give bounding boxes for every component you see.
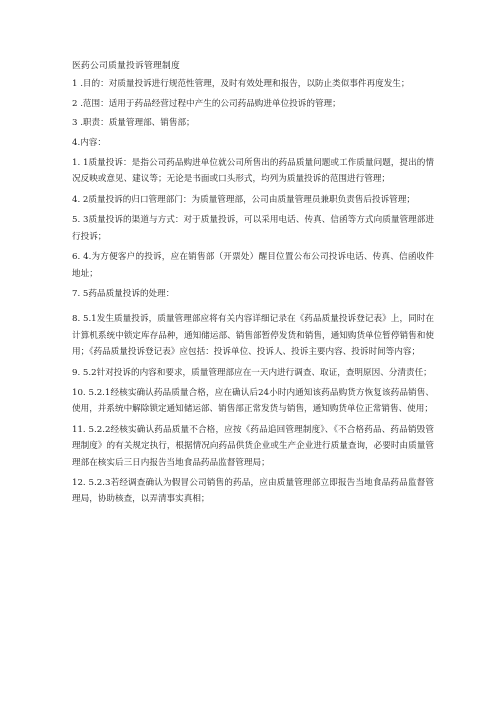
paragraph-4-5: 7. 5药品质量投诉的处理： [72,289,175,300]
paragraph-4-1: 1. 1质量投诉：是指公司药品购进单位就公司所售出的药品质量问题或工作质量问题，提出的情况反映或意见、建议等；无论是书面或口头形式，均列为质量投诉的范围进行管理； [72,157,434,185]
document-page [72,58,434,512]
paragraph-scope: 2 .范围：适用于药品经营过程中产生的公司药品购进单位投诉的管理； [72,98,341,109]
paragraph-4-4: 6. 4.为方便客户的投诉，应在销售部（开票处）醒目位置公布公司投诉电话、传真、信函收件地址； [72,252,434,279]
paragraph-5-2-1: 10. 5.2.1经核实确认药品质量合格，应在确认后24小时内通知该药品购货方恢复该药品销售、使用，并系统中解除锁定通知储运部、销售部正常发货与销售，通知购货单位正常销售、使用； [72,388,434,415]
paragraph-5-2-3: 12. 5.2.3若经调查确认为假冒公司销售的药品，应由质量管理部立即报告当地食品药品监督管理局，协助核查，以弄清事实真相； [72,478,434,505]
paragraph-4-3: 5. 3质量投诉的渠道与方式：对于质量投诉，可以采用电话、传真、信函等方式向质量管理部进行投诉； [72,215,434,242]
paragraph-5-2-2: 11. 5.2.2经核实确认药品质量不合格，应按《药品追回管理制度》、《不合格药品、药品销毁管理制度》的有关规定执行，根据情况向药品供货企业或生产企业进行质量查询，必要时由质量管理部在核实后三日内报告当地食品药品监督管理局； [72,425,434,468]
paragraph-5-1: 8. 5.1发生质量投诉，质量管理部应将有关内容详细记录在《药品质量投诉登记表》上，同时在计算机系统中锁定库存品种，通知储运部、销售部暂停发货和销售，通知购货单位暂停销售和使用；《药品质量投诉登记表》应包括：投诉单位、投诉人、投诉主要内容、投诉时间等内容； [72,314,434,357]
document-title: 医药公司质量投诉管理制度 [72,61,180,71]
paragraph-5-2: 9. 5.2针对投诉的内容和要求，质量管理部应在一天内进行调查、取证，查明原因、分清责任； [72,367,432,378]
paragraph-duty: 3 .职责：质量管理部、销售部； [72,118,195,129]
paragraph-content-heading: 4.内容： [72,138,106,149]
paragraph-purpose: 1 .目的：对质量投诉进行规范性管理，及时有效处理和报告，以防止类似事件再度发生； [72,79,410,89]
paragraph-4-2: 4. 2质量投诉的归口管理部门：为质量管理部，公司由质量管理员兼职负责售后投诉管理； [72,194,415,205]
